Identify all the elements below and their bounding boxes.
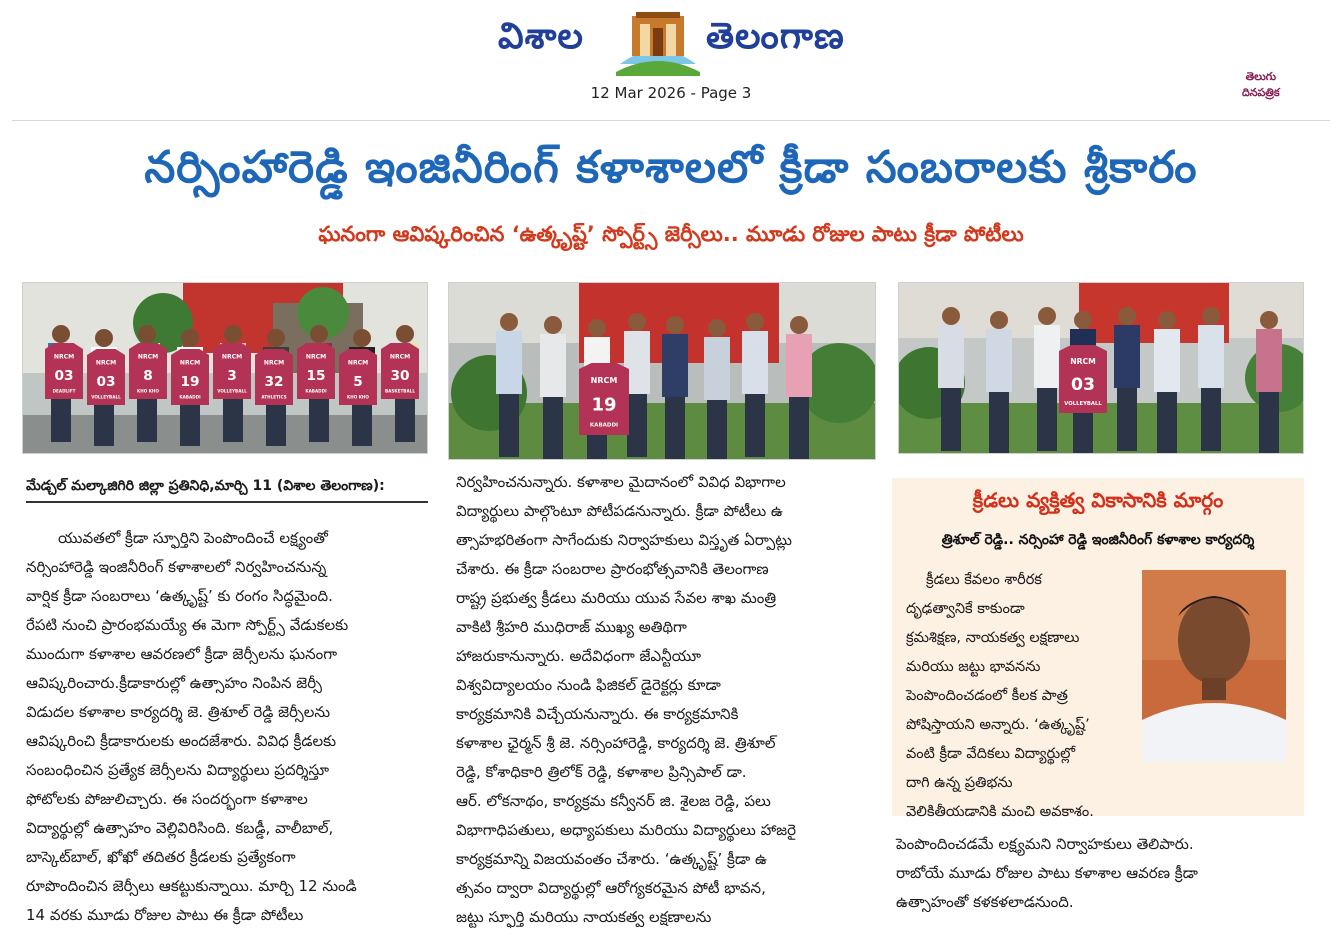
header-divider [12, 120, 1330, 121]
text-line: ముందుగా కళాశాల ఆవరణలో క్రీడా జెర్సీలను ఘనంగా [26, 645, 338, 663]
jersey-text: NRCM [389, 353, 411, 361]
text-line: రాబోయే మూడు రోజుల పాటు కళాశాల ఆవరణ క్రీడా [896, 864, 1198, 882]
text-line: ఆవిష్కరించారు.క్రీడాకారుల్లో ఉత్సాహం నింపిన జెర్సీ [26, 674, 322, 692]
photo-students-jerseys-image [23, 283, 428, 454]
text-line: క్రమశిక్షణ, నాయకత్వ లక్షణాలు [906, 630, 1080, 646]
gate-icon [616, 6, 700, 76]
text-line: పోషిస్తాయని అన్నారు. ‘ఉత్కృష్ట్’ [906, 717, 1090, 733]
jersey-text: NRCM [95, 359, 117, 367]
text-line: ఆర్. లోకనాథం, కార్యక్రమ కన్వీనర్ జి. శైలజ రెడ్డి, పలు [456, 792, 771, 810]
dateline: 12 Mar 2026 - Page 3 [590, 84, 752, 102]
jersey [129, 343, 167, 399]
subheadline: ఘనంగా ఆవిష్కరించిన ‘ఉత్కృష్ట్’ స్పోర్ట్స్ జెర్సీలు.. మూడు రోజుల పాటు క్రీడా పోటీలు [318, 222, 1024, 246]
jersey-num: 03 [54, 367, 74, 384]
person-figure [540, 316, 566, 460]
portrait-image [1142, 570, 1286, 762]
byline: మేడ్చల్ మల్కాజిగిరి జిల్లా ప్రతినిధి,మార్చి 11 (విశాల తెలంగాణ): [26, 478, 428, 503]
logo-tagline: తెలుగు దినపత్రిక [1242, 70, 1280, 99]
person-figure [662, 316, 688, 460]
jersey-text: NRCM [263, 359, 285, 367]
text-line: విశ్వవిద్యాలయం నుండి ఫిజికల్ డైరెక్టర్లు కూడా [456, 676, 721, 694]
jersey [45, 343, 83, 399]
jersey [87, 349, 125, 405]
jersey-num: 03 [1070, 374, 1096, 395]
text-line: ఉత్సాహంతో కళకళలాడనుంది. [896, 893, 1074, 911]
jersey-sport: KABADDI [589, 422, 619, 429]
text-line: దాగి ఉన్న ప్రతిభను [906, 775, 1013, 791]
jersey-text: NRCM [347, 359, 369, 367]
photo-secretary-jersey-image [899, 283, 1304, 454]
text-line: రాష్ట్ర ప్రభుత్వ క్రీడలు మరియు యువ సేవల శాఖ మంత్రి [456, 589, 777, 607]
person-figure [1198, 307, 1224, 451]
jersey-num: 5 [353, 373, 363, 390]
article-tail [896, 830, 1316, 917]
jersey-sport: KABADDI [179, 394, 201, 400]
text-line: వాకిటి శ్రీహరి ముధిరాజ్ ముఖ్య అతిథిగా [456, 618, 687, 636]
text-line: ఫోటోలకు పోజులిచ్చారు. ఈ సందర్భంగా కళాశాల [26, 790, 308, 808]
jersey-sport: VOLLEYBALL [91, 394, 121, 400]
photo-guests-jersey-image [449, 283, 876, 460]
text-line: రూపొందించిన జెర్సీలు ఆకట్టుకున్నాయి. మార్చి 12 నుండి [26, 877, 357, 895]
text-line: దృఢత్వానికే కాకుండా [906, 601, 1025, 617]
text-line: జట్టు స్ఫూర్తి మరియు నాయకత్వ లక్షణాలను [456, 908, 712, 926]
text-line: హాజరుకానున్నారు. అదేవిధంగా జేఎన్టీయూ [456, 647, 702, 665]
text-line: విభాగాధిపతులు, అధ్యాపకులు మరియు విద్యార్థులు హాజరై [456, 821, 796, 839]
jersey-num: 30 [390, 367, 410, 384]
jersey-sport: VOLLEYBALL [217, 388, 247, 394]
jersey-sport: VOLLEYBALL [1064, 400, 1102, 407]
text-line: వంటి క్రీడా వేదికలు విద్యార్థుల్లో [906, 746, 1076, 762]
photo-guests-jersey [448, 282, 876, 460]
sidebar-text [906, 566, 1146, 827]
article-column-2 [456, 468, 874, 932]
text-line: పెంపొందించడంలో కీలక పాత్ర [906, 688, 1068, 704]
jersey [381, 343, 419, 399]
jersey-text: NRCM [305, 353, 327, 361]
person-figure [986, 311, 1012, 454]
jersey-num: 32 [264, 373, 284, 390]
jersey-sport: KHO KHO [137, 388, 159, 394]
text-line: రేపటి నుంచి ప్రారంభమయ్యే ఈ మెగా స్పోర్ట్స్ వేడుకలకు [26, 616, 349, 634]
text-line: నర్సింహారెడ్డి ఇంజినీరింగ్ కళాశాలలో నిర్వహించనున్న [26, 558, 327, 576]
article-column-1 [26, 524, 430, 930]
jersey-num: 03 [96, 373, 116, 390]
text-line: వార్షిక క్రీడా సంబరాలు ‘ఉత్కృష్ట్’ కు రంగం సిద్ధమైంది. [26, 587, 333, 605]
logo-text-right: తెలంగాణ [706, 16, 845, 57]
jersey-num: 19 [591, 394, 617, 416]
text-line: మరియు జట్టు భావనను [906, 659, 1041, 675]
sidebar-subtitle: త్రిశూల్ రెడ్డి.. నర్సింహా రెడ్డి ఇంజినీరింగ్ కళాశాల కార్యదర్శి [941, 532, 1255, 548]
text-line: విద్యార్థుల్లో ఉత్సాహం వెల్లివిరిసింది. కబడ్డీ, వాలీబాల్, [26, 819, 334, 837]
text-line: సంబంధించిన ప్రత్యేక జెర్సీలను విద్యార్థులు ప్రదర్శిస్తూ [26, 761, 329, 779]
text-line: విడుదల కళాశాల కార్యదర్శి జె. త్రిశూల్ రెడ్డి జెర్సీలను [26, 703, 331, 721]
text-line: ఆవిష్కరించి క్రీడాకారులకు అందజేశారు. వివిధ క్రీడలకు [26, 732, 337, 750]
jersey-text: NRCM [1070, 357, 1096, 367]
jersey [255, 349, 293, 405]
text-line: త్సవం ద్వారా విద్యార్థుల్లో ఆరోగ్యకరమైన పోటీ భావన, [456, 879, 766, 897]
text-line: బాస్కెట్‌బాల్, ఖోఖో తదితర క్రీడలకు ప్రత్యేకంగా [26, 848, 296, 866]
person-figure [786, 316, 812, 460]
jersey-text: NRCM [590, 376, 618, 386]
person-figure [1034, 307, 1060, 451]
jersey-text: NRCM [221, 353, 243, 361]
jersey-num: 8 [143, 367, 153, 384]
person-figure [1114, 307, 1140, 451]
jersey-sport: ATHLETICS [261, 394, 287, 400]
person-figure [742, 313, 768, 457]
jersey-sport: BASKETBALL [385, 388, 415, 394]
jersey-sport: KHO KHO [347, 394, 369, 400]
person-figure [1256, 311, 1282, 454]
photo-secretary-jersey [898, 282, 1304, 454]
jersey [171, 349, 209, 405]
jersey [579, 363, 629, 435]
sidebar-quote-box [892, 478, 1304, 820]
jersey-text: NRCM [53, 353, 75, 361]
jersey-num: 19 [180, 373, 200, 390]
photo-students-jerseys [22, 282, 428, 454]
jersey [213, 343, 251, 399]
text-line: కార్యక్రమాన్ని విజయవంతం చేశారు. ‘ఉత్కృష్ట్’ క్రీడా ఉ [456, 850, 767, 868]
jersey-text: NRCM [179, 359, 201, 367]
text-line: 14 వరకు మూడు రోజుల పాటు ఈ క్రీడా పోటీలు [26, 906, 304, 924]
jersey-text: NRCM [137, 353, 159, 361]
text-line: వెలికితీయడానికి మంచి అవకాశం. [906, 804, 1094, 820]
text-line: పెంపొందించడమే లక్ష్యమని నిర్వాహకులు తెలిపారు. [896, 835, 1194, 853]
sidebar-title: క్రీడలు వ్యక్తిత్వ వికాసానికి మార్గం [972, 488, 1224, 512]
jersey-num: 3 [227, 367, 237, 384]
text-line: కార్యక్రమానికి విచ్చేయనున్నారు. ఈ కార్యక్రమానికి [456, 705, 739, 723]
jersey [297, 343, 335, 399]
text-line: రెడ్డి, కోశాధికారి త్రిలోక్ రెడ్డి, కళాశాల ప్రిన్సిపాల్ డా. [456, 763, 747, 781]
portrait-photo [1142, 570, 1286, 762]
text-line: నిర్వహించనున్నారు. కళాశాల మైదానంలో వివిధ విభాగాల [456, 473, 786, 491]
masthead [0, 0, 1342, 110]
text-line: కళాశాల ఛైర్మన్ శ్రీ జె. నర్సింహారెడ్డి, కార్యదర్శి జె. త్రిశూల్ [456, 734, 776, 752]
person-figure [1154, 311, 1180, 454]
jersey-num: 15 [306, 367, 326, 384]
text-line: చేశారు. ఈ క్రీడా సంబరాల ప్రారంభోత్సవానికి తెలంగాణ [456, 560, 769, 578]
text-line: క్రీడలు కేవలం శారీరక [926, 572, 1042, 588]
person-figure [938, 307, 964, 451]
headline: నర్సింహారెడ్డి ఇంజినీరింగ్ కళాశాలలో క్రీడా సంబరాలకు శ్రీకారం [144, 142, 1198, 193]
person-figure [496, 313, 522, 457]
jersey [339, 349, 377, 405]
jersey-sport: KABADDI [305, 388, 327, 394]
jersey [1059, 345, 1107, 413]
text-line: యువతలో క్రీడా స్ఫూర్తిని పెంపొందించే లక్ష్యంతో [58, 529, 328, 547]
text-line: విద్యార్థులు పాల్గొంటూ పోటీపడనున్నారు. క్రీడా పోటీలు ఉ [456, 502, 783, 520]
jersey-sport: DEADLIFT [52, 388, 76, 394]
person-figure [704, 319, 730, 460]
logo-text-left: విశాల [498, 16, 584, 57]
text-line: త్సాహభరితంగా సాగేందుకు నిర్వాహకులు విస్తృత ఏర్పాట్లు [456, 531, 792, 549]
